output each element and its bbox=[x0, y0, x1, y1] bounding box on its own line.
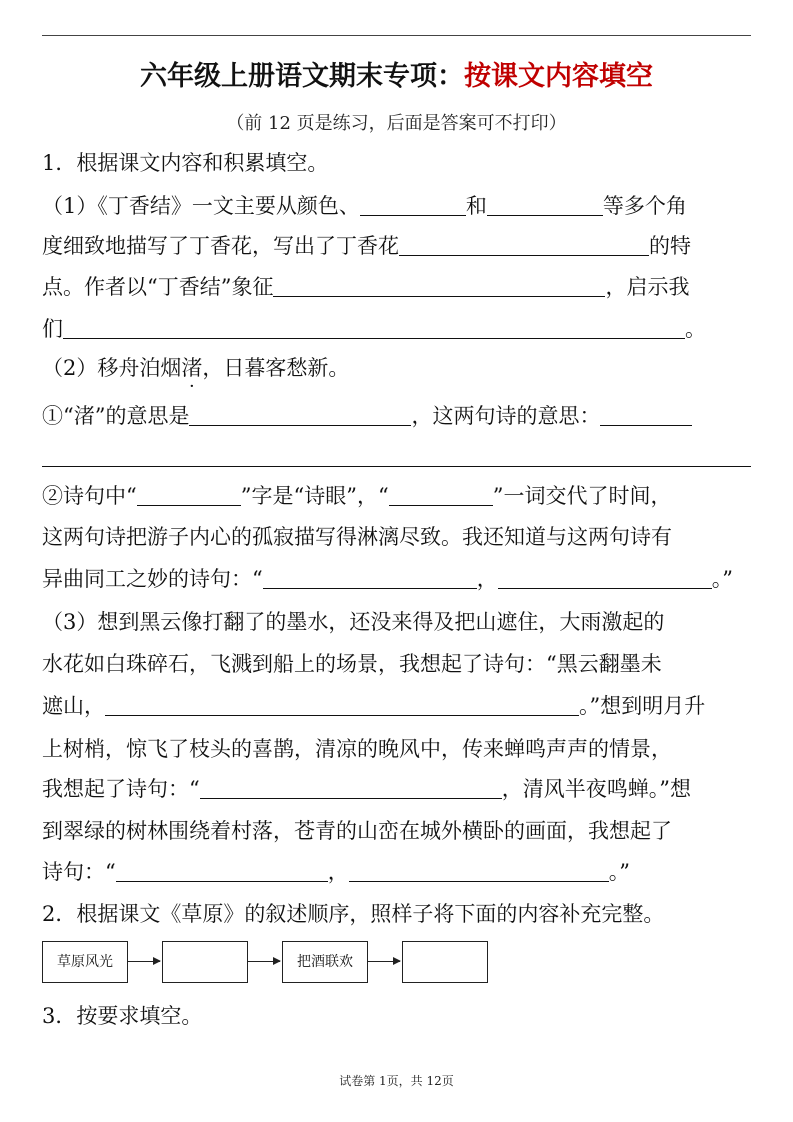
text: 点。作者以“丁香结”象征 bbox=[42, 275, 274, 299]
answer-blank[interactable] bbox=[360, 193, 466, 216]
text: ， bbox=[327, 860, 349, 884]
text: 等多个角 bbox=[602, 194, 687, 218]
text: ，启示我 bbox=[605, 275, 690, 299]
answer-blank[interactable] bbox=[498, 566, 712, 589]
subtitle: （前 12 页是练习，后面是答案可不打印） bbox=[226, 113, 567, 134]
arrow-icon bbox=[248, 961, 280, 962]
answer-blank[interactable] bbox=[200, 776, 502, 799]
title-main: 六年级上册语文期末专项： bbox=[140, 61, 464, 92]
sequence-flowchart bbox=[42, 941, 502, 983]
arrow-icon bbox=[368, 961, 400, 962]
q3-heading: 3．按要求填空。 bbox=[42, 1004, 203, 1028]
page-title bbox=[0, 54, 793, 93]
q1-p3-line7 bbox=[42, 856, 751, 888]
answer-blank[interactable] bbox=[399, 233, 649, 256]
text: （1）《丁香结》一文主要从颜色、 bbox=[42, 194, 360, 218]
text: 我想起了诗句：“ bbox=[42, 777, 200, 801]
answer-blank[interactable] bbox=[600, 403, 692, 426]
q2-heading: 2．根据课文《草原》的叙述顺序，照样子将下面的内容补充完整。 bbox=[42, 902, 665, 926]
text: 。” bbox=[608, 860, 630, 884]
q1-p2-sub1 bbox=[42, 400, 751, 432]
q1-p3-line2: 水花如白珠碎石，飞溅到船上的场景，我想起了诗句：“黑云翻墨未 bbox=[42, 652, 662, 676]
q1-p1-line1 bbox=[42, 190, 751, 222]
text: 们 bbox=[42, 317, 63, 341]
page-footer: 试卷第 1页，共 12页 bbox=[339, 1074, 454, 1088]
answer-blank[interactable] bbox=[389, 483, 493, 506]
q1-p1-line2 bbox=[42, 230, 751, 262]
answer-blank[interactable] bbox=[487, 193, 603, 216]
answer-blank[interactable] bbox=[116, 859, 328, 882]
answer-blank[interactable] bbox=[137, 483, 241, 506]
answer-line[interactable] bbox=[42, 466, 751, 467]
answer-blank[interactable] bbox=[63, 316, 685, 339]
emphasis-char: 渚 bbox=[181, 356, 203, 380]
q1-p3-line4: 上树梢，惊飞了枝头的喜鹊，清凉的晚风中，传来蝉鸣声声的情景， bbox=[42, 737, 672, 761]
title-highlight: 按课文内容填空 bbox=[464, 61, 653, 92]
q1-heading: 1．根据课文内容和积累填空。 bbox=[42, 151, 329, 175]
text: 度细致地描写了丁香花，写出了丁香花 bbox=[42, 234, 399, 258]
text: ， bbox=[476, 567, 498, 591]
answer-blank[interactable] bbox=[263, 566, 477, 589]
flow-box-4-blank[interactable] bbox=[402, 941, 488, 983]
q1-p3-line3 bbox=[42, 690, 751, 722]
text: 异曲同工之妙的诗句：“ bbox=[42, 567, 263, 591]
q1-p2-poem bbox=[42, 352, 751, 384]
text: 。”想到明月升 bbox=[579, 694, 706, 718]
text: ，清风半夜鸣蝉。”想 bbox=[501, 777, 691, 801]
text: ，这两句诗的意思： bbox=[411, 404, 601, 428]
text: ②诗句中“ bbox=[42, 484, 137, 508]
q1-p3-line1: （3）想到黑云像打翻了的墨水，还没来得及把山遮住，大雨激起的 bbox=[42, 610, 665, 634]
q1-p2-line3: 这两句诗把游子内心的孤寂描写得淋漓尽致。我还知道与这两句诗有 bbox=[42, 525, 672, 549]
q1-p1-line4 bbox=[42, 313, 751, 345]
flow-box-3: 把酒联欢 bbox=[282, 941, 368, 983]
q1-p2-sub2 bbox=[42, 480, 751, 512]
flow-box-2-blank[interactable] bbox=[162, 941, 248, 983]
text: （2）移舟泊烟 bbox=[42, 356, 182, 380]
flow-box-1: 草原风光 bbox=[42, 941, 128, 983]
text: 和 bbox=[465, 194, 487, 218]
arrow-icon bbox=[128, 961, 160, 962]
text: 。” bbox=[711, 567, 733, 591]
text: ，日暮客愁新。 bbox=[202, 356, 350, 380]
q1-p1-line3 bbox=[42, 271, 751, 303]
text: 诗句：“ bbox=[42, 860, 116, 884]
answer-blank[interactable] bbox=[105, 693, 579, 716]
top-rule bbox=[42, 35, 751, 36]
q1-p2-line4 bbox=[42, 563, 751, 595]
answer-blank[interactable] bbox=[189, 403, 411, 426]
text: 遮山， bbox=[42, 694, 105, 718]
q1-p3-line6: 到翠绿的树林围绕着村落，苍青的山峦在城外横卧的画面，我想起了 bbox=[42, 819, 672, 843]
text: 。 bbox=[685, 317, 706, 341]
q1-p3-line5 bbox=[42, 773, 751, 805]
answer-blank[interactable] bbox=[349, 859, 609, 882]
text: 的特 bbox=[649, 234, 691, 258]
text: ”一词交代了时间， bbox=[492, 484, 672, 508]
text: ①“渚”的意思是 bbox=[42, 404, 190, 428]
text: ”字是“诗眼”，“ bbox=[240, 484, 389, 508]
answer-blank[interactable] bbox=[273, 274, 605, 297]
